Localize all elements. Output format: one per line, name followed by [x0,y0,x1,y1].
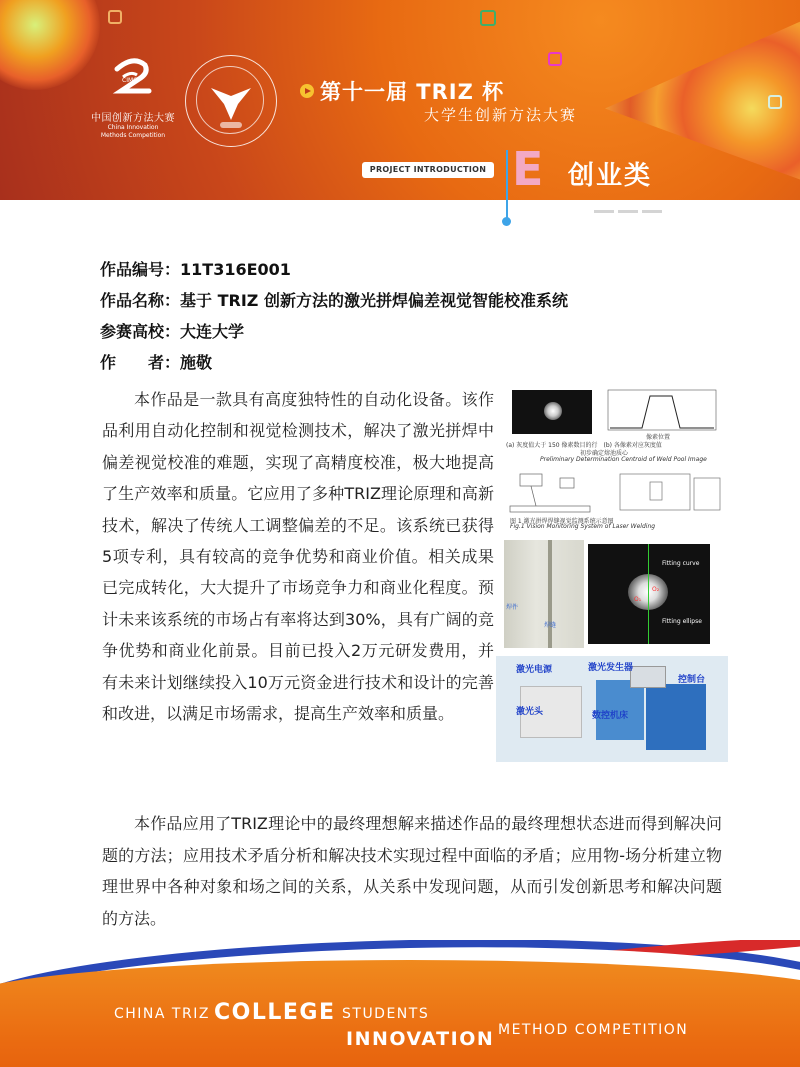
fig3-label-fitting-ellipse: Fitting ellipse [662,618,702,625]
logo-mark-text: CIMC [122,77,138,84]
footer-text-innovation: INNOVATION [346,1028,495,1050]
play-icon [300,84,314,98]
category-name: 创业类 [568,161,653,191]
fig4-label-laser-head: 激光头 [516,707,544,717]
fig1-axis-label: 像素位置 [646,434,671,441]
fig3-label-fitting-curve: Fitting curve [662,560,700,567]
fig4-label-laser-generator: 激光发生器 [588,663,634,673]
footer-text-students: STUDENTS [342,1006,430,1022]
fig4-label-laser-power: 激光电源 [516,665,553,675]
fig2-caption-en: Fig.1 Vision Monitoring System of Laser Welding [510,523,656,530]
decorative-square [548,52,562,66]
weld-pool-image [512,390,592,434]
fig4-label-cnc: 数控机床 [592,711,629,721]
meta-value: 基于 TRIZ 创新方法的激光拼焊偏差视觉智能校准系统 [180,291,568,310]
project-meta [100,254,568,378]
fig1-caption-en: Preliminary Determination Centroid of Weld Pool Image [540,456,707,463]
footer-banner [0,940,800,1067]
fig3-label-o1: O₁ [634,596,642,603]
meta-row-school [100,316,568,347]
meta-label: 作品编号： [100,260,181,279]
grayscale-profile-plot [602,388,720,438]
seal-emblem-icon [186,56,276,146]
meta-label: 参赛高校： [100,322,181,341]
monitoring-system-diagram [500,468,728,516]
decorative-square [108,10,122,24]
meta-row-number [100,254,568,285]
page-subtitle: 大学生创新方法大赛 [424,106,578,124]
category-letter: E [512,142,544,196]
project-introduction-badge: PROJECT INTRODUCTION [362,162,494,178]
fig4-label-console: 控制台 [678,675,706,685]
fig3-label-o2: O₂ [652,586,660,593]
fig1-caption-cn: (a) 灰度值大于 150 像素数目的行 (b) 各像素对应灰度值 [506,442,662,449]
meta-label: 作 者： [100,353,181,372]
fig3-label-seam: 焊缝 [544,622,557,629]
decorative-dashes [594,198,674,202]
figure-weld-pool-analysis [500,386,728,466]
weld-seam-photo [504,540,584,648]
fig3-label-workpiece: 焊件 [506,604,519,611]
decorative-square [480,10,496,26]
fig2-caption-cn: 图 1 激光拼焊焊缝视觉监测系统示意图 [510,518,614,525]
figure-equipment-photo [496,656,728,762]
meta-value: 11T316E001 [180,260,291,279]
triz-seal-logo [185,55,277,147]
logo-title-en-2: Methods Competition [100,132,166,139]
title-row [300,76,504,106]
accent-dot [502,217,511,226]
figure-monitoring-system [500,468,728,532]
page-title: 第十一届 TRIZ 杯 [320,80,505,104]
competition-logo [78,55,188,145]
meta-row-author [100,347,568,378]
accent-line [506,150,508,220]
logo-title-cn: 中国创新方法大赛 [91,113,175,124]
meta-value: 大连大学 [180,322,245,341]
decorative-square [768,95,782,109]
meta-value: 施敬 [180,353,213,372]
description-paragraph-2: 本作品应用了TRIZ理论中的最终理想解来描述作品的最终理想状态进而得到解决问题的方法；应用技术矛盾分析和解决技术实现过程中面临的矛盾；应用物-场分析建立物理世界中各种对象和场之间的关系，从关系中发现问题，从而引发创新思考和解决问题的方法。 [102,814,722,928]
meta-row-name [100,285,568,316]
fitting-image [588,544,710,644]
description-paragraph-1: 本作品是一款具有高度独特性的自动化设备。该作品利用自动化控制和视觉检测技术，解决了激光拼焊中偏差视觉校准的难题，实现了高精度校准，极大地提高了生产效率和质量。它应用了多种TRIZ理论原理和高新技术，解决了传统人工调整偏差的不足。该系统已获得5项专利，具有较高的竞争优势和商业价值。相关成果已完成转化，大大提升了市场竞争力和商业化程度。预计未来该系统的市场占有率将达到30%，具有广阔的竞争优势和商业化前景。目前已投入2万元研发费用，并有未来计划继续投入10万元资金进行技术和设计的完善和改进，以满足市场需求，提高生产效率和质量。 [102,390,494,724]
header-banner [0,0,800,200]
footer-text-china-triz: CHINA TRIZ [114,1006,210,1022]
figure-seam-fitting [500,538,730,650]
meta-label: 作品名称： [100,291,181,310]
logo-title-en-1: China Innovation [107,124,159,131]
fig1-caption-cn2: 初步确定熔池质心 [580,450,629,457]
footer-text-method-competition: METHOD COMPETITION [498,1022,689,1038]
logo-mark-icon [109,55,157,103]
footer-text-college: COLLEGE [214,1000,336,1025]
